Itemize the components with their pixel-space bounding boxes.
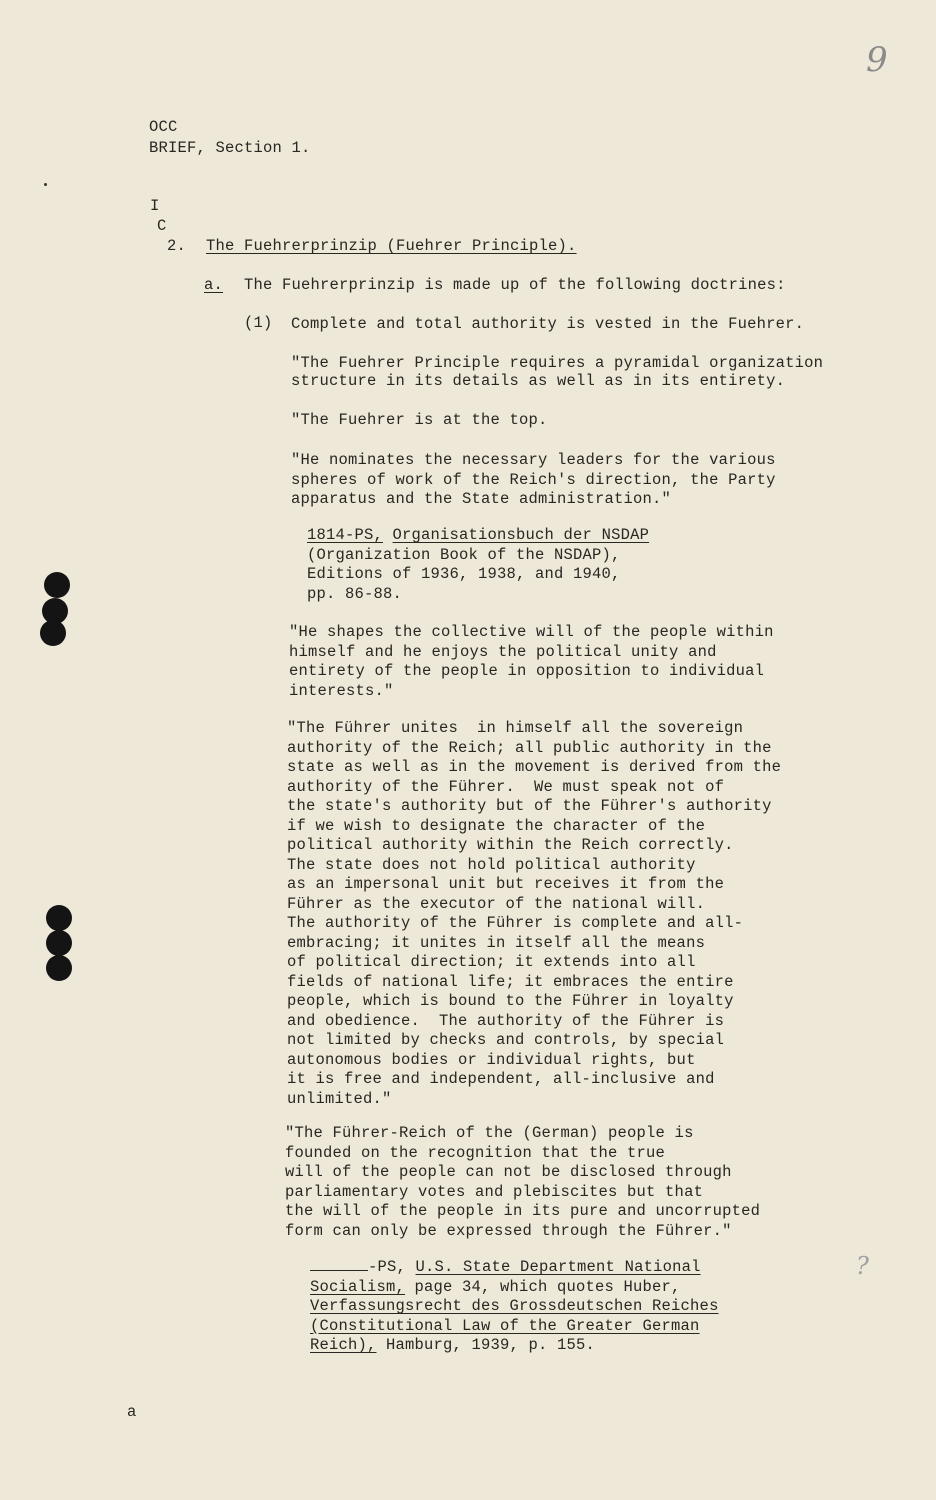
quote-nominates [291, 451, 776, 510]
quote-line: the state's authority but of the Führer's authority [287, 797, 772, 815]
quote-line: "The Führer-Reich of the (German) people is [285, 1124, 694, 1142]
quote-line: structure in its details as well as in its entirety. [291, 371, 786, 390]
quote-line: parliamentary votes and plebiscites but that [285, 1182, 704, 1201]
punch-hole [40, 620, 66, 646]
quote-pyramidal [291, 354, 823, 391]
quote-line: interests." [289, 681, 394, 700]
citation-line [310, 1278, 719, 1298]
quote-line: autonomous bodies or individual rights, but [287, 1050, 696, 1069]
header-brief-section: BRIEF, Section 1. [149, 139, 311, 157]
footer-mark: a [127, 1403, 137, 1421]
quote-line: political authority within the Reich correctly. [287, 836, 734, 854]
quote-line: apparatus and the State administration." [291, 490, 672, 508]
handwritten-page-number: 9 [866, 40, 888, 80]
punch-hole [46, 955, 72, 981]
header-office: OCC [149, 118, 178, 136]
citation-organisationsbuch [307, 526, 649, 604]
citation-doc-number: 1814-PS, [307, 526, 384, 544]
subsection-label: a. [204, 276, 224, 294]
section-number: 2. [167, 237, 187, 255]
quote-top: "The Fuehrer is at the top. [291, 411, 548, 429]
subsection-text: The Fuehrerprinzip is made up of the following doctrines: [244, 276, 786, 294]
quote-line: will of the people can not be disclosed through [285, 1163, 732, 1181]
quote-line: not limited by checks and controls, by special [287, 1031, 725, 1049]
citation-pages: pp. 86-88. [307, 584, 403, 603]
citation-source-cont: Socialism, [310, 1277, 406, 1296]
header-letter: C [157, 217, 167, 235]
quote-collective-will [289, 623, 774, 701]
quote-line: it is free and independent, all-inclusive and [287, 1070, 715, 1088]
handwritten-margin-mark: ? [856, 1252, 869, 1280]
point-label: (1) [244, 314, 273, 332]
quote-line: people, which is bound to the Führer in loyalty [287, 992, 734, 1010]
citation-quotes: page 34, which quotes Huber, [405, 1277, 681, 1296]
quote-line: unlimited." [287, 1089, 392, 1108]
quote-line: The state does not hold political authority [287, 855, 696, 874]
section-title: The Fuehrerprinzip (Fuehrer Principle). [206, 237, 577, 255]
quote-sovereign-authority [287, 719, 781, 1109]
citation-editions: Editions of 1936, 1938, and 1940, [307, 565, 621, 583]
citation-title-english: (Constitutional Law of the Greater German [310, 1316, 700, 1335]
quote-line: entirety of the people in opposition to individual [289, 662, 765, 680]
citation-line [310, 1336, 719, 1356]
quote-line: founded on the recognition that the true [285, 1143, 666, 1162]
quote-line: as an impersonal unit but receives it from the [287, 875, 725, 893]
citation-title-german: Verfassungsrecht des Grossdeutschen Reiches [310, 1297, 719, 1315]
quote-line: of political direction; it extends into all [287, 953, 696, 971]
quote-line: fields of national life; it embraces the entire [287, 972, 734, 991]
punch-hole [46, 905, 72, 931]
quote-line: and obedience. The authority of the Führer is [287, 1011, 725, 1030]
quote-line: "He shapes the collective will of the people within [289, 623, 774, 641]
quote-line: "He nominates the necessary leaders for the various [291, 451, 776, 469]
quote-line: himself and he enjoys the political unity and [289, 642, 717, 661]
citation-title-english-cont: Reich), [310, 1336, 377, 1354]
quote-line: authority of the Reich; all public authority in the [287, 738, 772, 757]
citation-title-english: (Organization Book of the NSDAP), [307, 545, 621, 564]
quote-line: spheres of work of the Reich's direction, the Party [291, 470, 776, 489]
citation-line [307, 526, 649, 546]
header-roman: I [150, 197, 160, 215]
quote-line: form can only be expressed through the Führer." [285, 1221, 732, 1240]
punch-hole [46, 930, 72, 956]
citation-source: U.S. State Department National [415, 1258, 701, 1276]
quote-line: state as well as in the movement is derived from the [287, 758, 782, 776]
citation-doc-suffix: -PS, [368, 1258, 407, 1276]
point-text: Complete and total authority is vested in the Fuehrer. [291, 315, 805, 333]
quote-line: the will of the people in its pure and uncorrupted [285, 1202, 761, 1220]
citation-publication: Hamburg, 1939, p. 155. [376, 1336, 596, 1354]
speck [44, 183, 47, 186]
blank-doc-number [310, 1258, 368, 1271]
quote-line: "The Fuehrer Principle requires a pyramidal organization [291, 354, 824, 372]
quote-line: "The Führer unites in himself all the sovereign [287, 719, 744, 737]
quote-fuehrer-reich [285, 1124, 760, 1241]
punch-hole [44, 572, 70, 598]
quote-line: The authority of the Führer is complete and all- [287, 914, 744, 932]
quote-line: authority of the Führer. We must speak not of [287, 777, 725, 796]
quote-line: Führer as the executor of the national will. [287, 894, 706, 913]
citation-title-german: Organisationsbuch der NSDAP [392, 526, 650, 544]
citation-state-department [310, 1258, 719, 1356]
citation-line [310, 1258, 719, 1278]
quote-line: embracing; it unites in itself all the means [287, 933, 706, 952]
quote-line: if we wish to designate the character of the [287, 816, 706, 835]
